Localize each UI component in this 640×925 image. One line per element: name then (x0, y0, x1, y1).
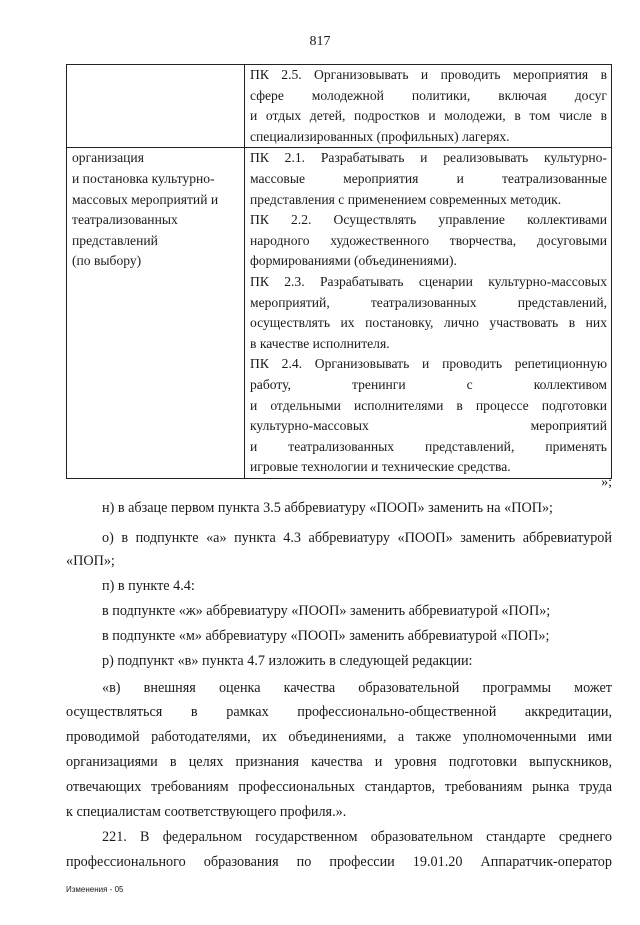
cell-line: игровые технологии и технические средства. (250, 459, 511, 475)
paragraph: «ПОП»; (66, 553, 115, 569)
footer-note: Изменения - 05 (66, 885, 124, 894)
table-cell-left-empty (67, 65, 245, 148)
paragraph: «в) внешняя оценка качества образовательной программы может (102, 680, 612, 696)
paragraph: отвечающих требованиям профессиональных стандартов, требованиям рынка труда (66, 779, 612, 795)
table-cell-left (67, 148, 245, 479)
cell-line: ПК 2.4. Организовывать и проводить репетиционную (250, 356, 607, 372)
cell-line: и отдельными исполнителями в процессе подготовки (250, 397, 607, 413)
cell-line: массовых мероприятий и (72, 191, 219, 207)
cell-line: работу, тренинги с коллективом (250, 376, 607, 392)
closing-quote: »; (601, 475, 612, 490)
paragraph: о) в подпункте «а» пункта 4.3 аббревиатуру «ПООП» заменить аббревиатурой (102, 530, 612, 546)
cell-line: осуществлять их постановку, лично участвовать в них (250, 315, 607, 331)
paragraph: проводимой работодателями, их объединениями, а также уполномоченными ими (66, 729, 612, 745)
cell-line: формированиями (объединениями). (250, 253, 457, 269)
cell-line: специализированных (профильных) лагерях. (250, 128, 510, 144)
paragraph: профессионального образования по профессии 19.01.20 Аппаратчик-оператор (66, 854, 612, 870)
cell-line: и театрализованных представлений, применять (250, 438, 607, 454)
cell-line: организация (72, 150, 144, 166)
table-cell-right (245, 148, 612, 479)
cell-line: театрализованных (72, 212, 178, 228)
cell-line: культурно-массовых мероприятий (250, 418, 607, 434)
cell-line: мероприятий, театрализованных представлений, (250, 294, 607, 310)
paragraph: организациями в целях признания качества и уровня подготовки выпускников, (66, 754, 612, 770)
paragraph: 221. В федеральном государственном образовательном стандарте среднего (102, 829, 612, 845)
table-row (67, 148, 612, 479)
cell-line: ПК 2.5. Организовывать и проводить мероприятия в (250, 67, 607, 82)
table-cell-right (245, 65, 612, 148)
paragraph: п) в пункте 4.4: (102, 578, 195, 594)
cell-line: массовые мероприятия и театрализованные (250, 170, 607, 186)
paragraph: в подпункте «м» аббревиатуру «ПООП» заменить аббревиатурой «ПОП»; (102, 628, 550, 644)
cell-line: (по выбору) (72, 253, 142, 269)
cell-line: ПК 2.3. Разрабатывать сценарии культурно-массовых (250, 273, 607, 289)
cell-line: представления с применением современных методик. (250, 191, 562, 207)
cell-line: сфере молодежной политики, включая досуг (250, 87, 607, 103)
cell-line: и постановка культурно- (72, 170, 215, 186)
paragraph: в подпункте «ж» аббревиатуру «ПООП» заменить аббревиатурой «ПОП»; (102, 603, 551, 619)
table-row (67, 65, 612, 148)
cell-line: народного художественного творчества, досуговыми (250, 232, 607, 248)
competencies-table (66, 64, 612, 479)
paragraph: к специалистам соответствующего профиля.». (66, 804, 347, 820)
cell-line: и отдых детей, подростков и молодежи, в том числе в (250, 108, 607, 124)
paragraph: н) в абзаце первом пункта 3.5 аббревиатуру «ПООП» заменить на «ПОП»; (102, 500, 553, 516)
cell-line: ПК 2.2. Осуществлять управление коллективами (250, 212, 607, 228)
cell-line: в качестве исполнителя. (250, 335, 390, 351)
paragraph: осуществляться в рамках профессионально-общественной аккредитации, (66, 704, 612, 720)
paragraph: р) подпункт «в» пункта 4.7 изложить в следующей редакции: (102, 653, 473, 669)
cell-line: ПК 2.1. Разрабатывать и реализовывать культурно- (250, 150, 607, 166)
page-number: 817 (309, 34, 331, 49)
cell-line: представлений (72, 232, 158, 248)
